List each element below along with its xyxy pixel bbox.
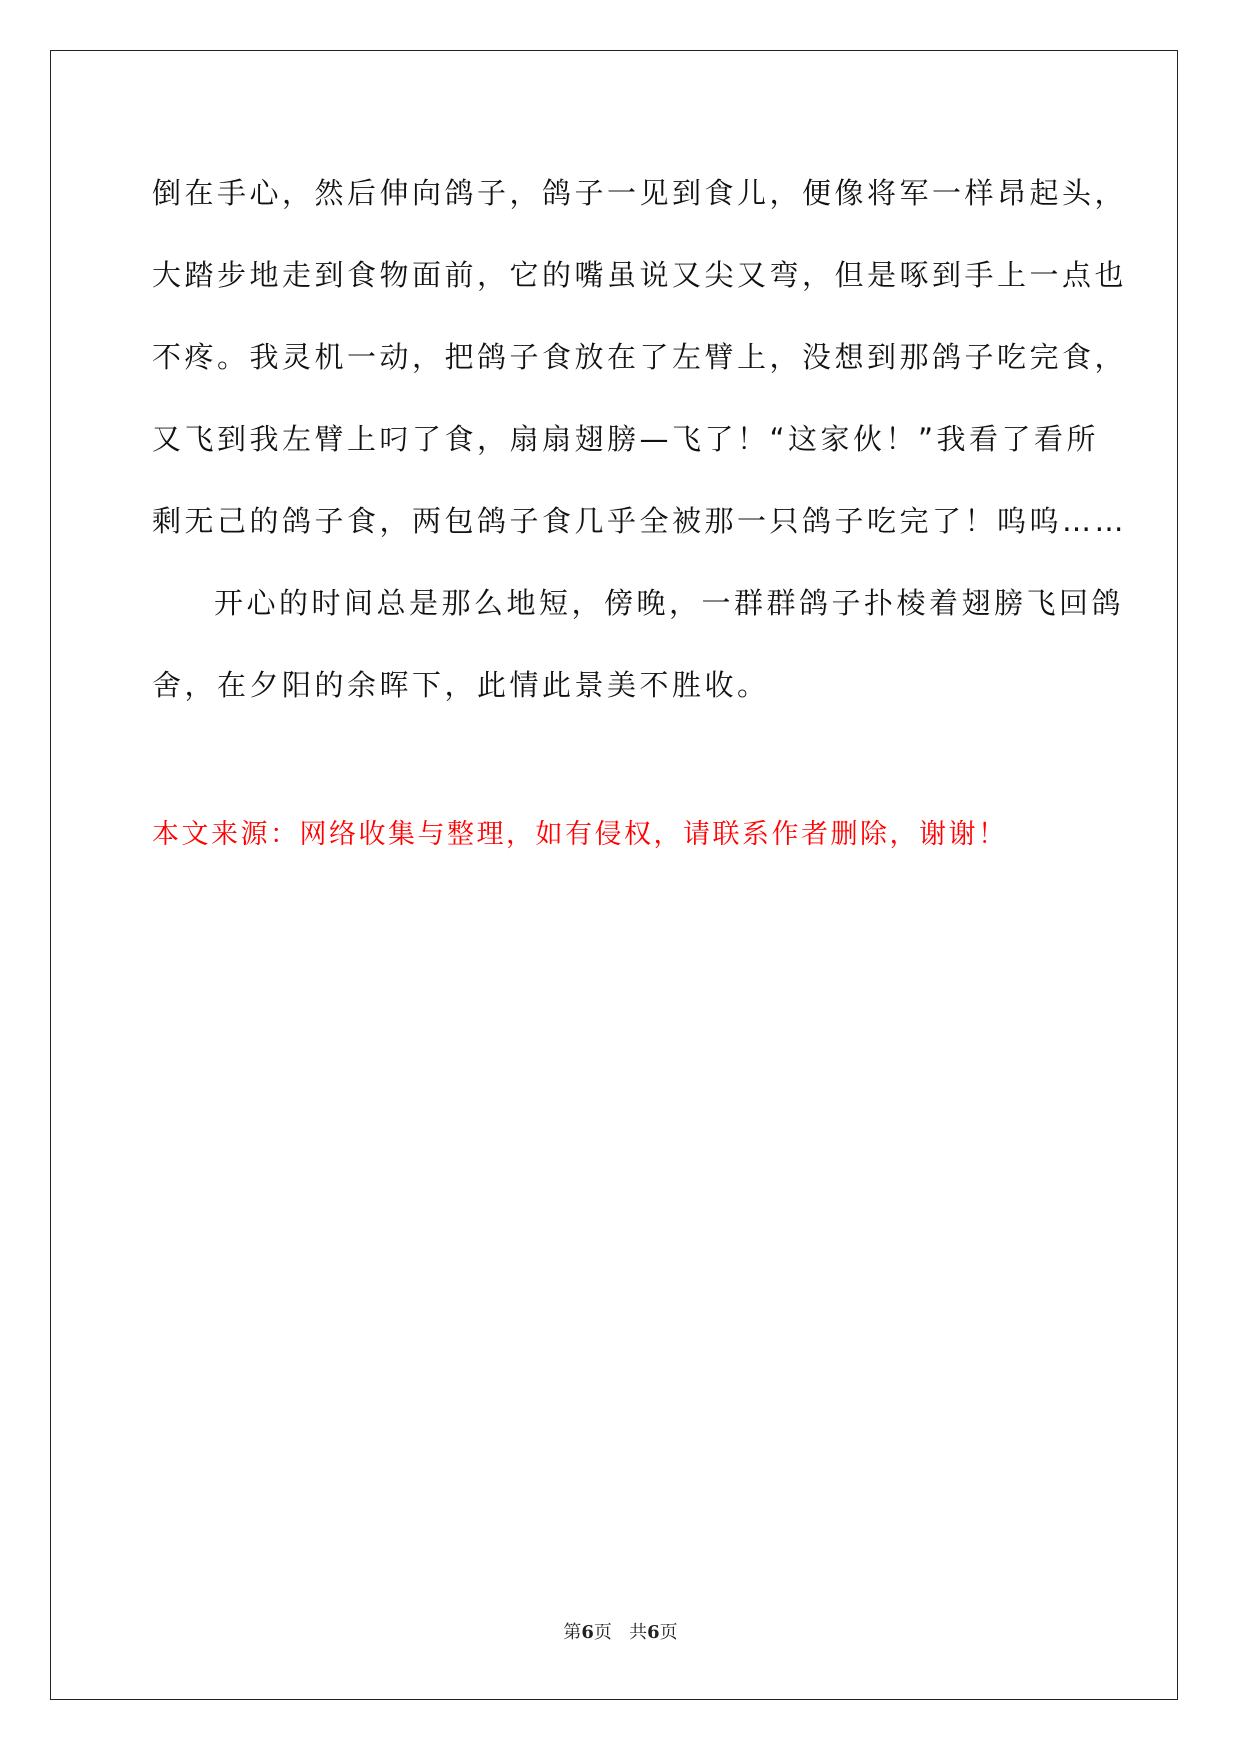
body-line-4: 又飞到我左臂上叼了食，扇扇翅膀—飞了！“这家伙！”我看了看所	[152, 422, 1100, 456]
source-note: 本文来源：网络收集与整理，如有侵权，请联系作者删除，谢谢！	[152, 819, 1008, 850]
footer-total-pages: 6	[647, 1622, 660, 1643]
body-line-2: 大踏步地走到食物面前，它的嘴虽说又尖又弯，但是啄到手上一点也	[152, 258, 1128, 292]
footer-page-number: 6	[581, 1622, 594, 1643]
footer-page-suffix: 页	[659, 1622, 678, 1643]
page-footer	[0, 1618, 1241, 1644]
body-line-3: 不疼。我灵机一动，把鸽子食放在了左臂上，没想到那鸽子吃完食，	[152, 340, 1128, 374]
body-line-1: 倒在手心，然后伸向鸽子，鸽子一见到食儿，便像将军一样昂起头，	[152, 176, 1128, 210]
paragraph-2-line-1: 开心的时间总是那么地短，傍晚，一群群鸽子扑棱着翅膀飞回鸽	[214, 586, 1125, 620]
paragraph-2-line-2: 舍，在夕阳的余晖下，此情此景美不胜收。	[152, 668, 770, 702]
footer-page-prefix: 第	[563, 1622, 582, 1643]
footer-page-mid: 页 共	[593, 1622, 648, 1643]
body-line-5: 剩无己的鸽子食，两包鸽子食几乎全被那一只鸽子吃完了！呜呜……	[152, 504, 1128, 538]
page-border	[50, 50, 1178, 1700]
